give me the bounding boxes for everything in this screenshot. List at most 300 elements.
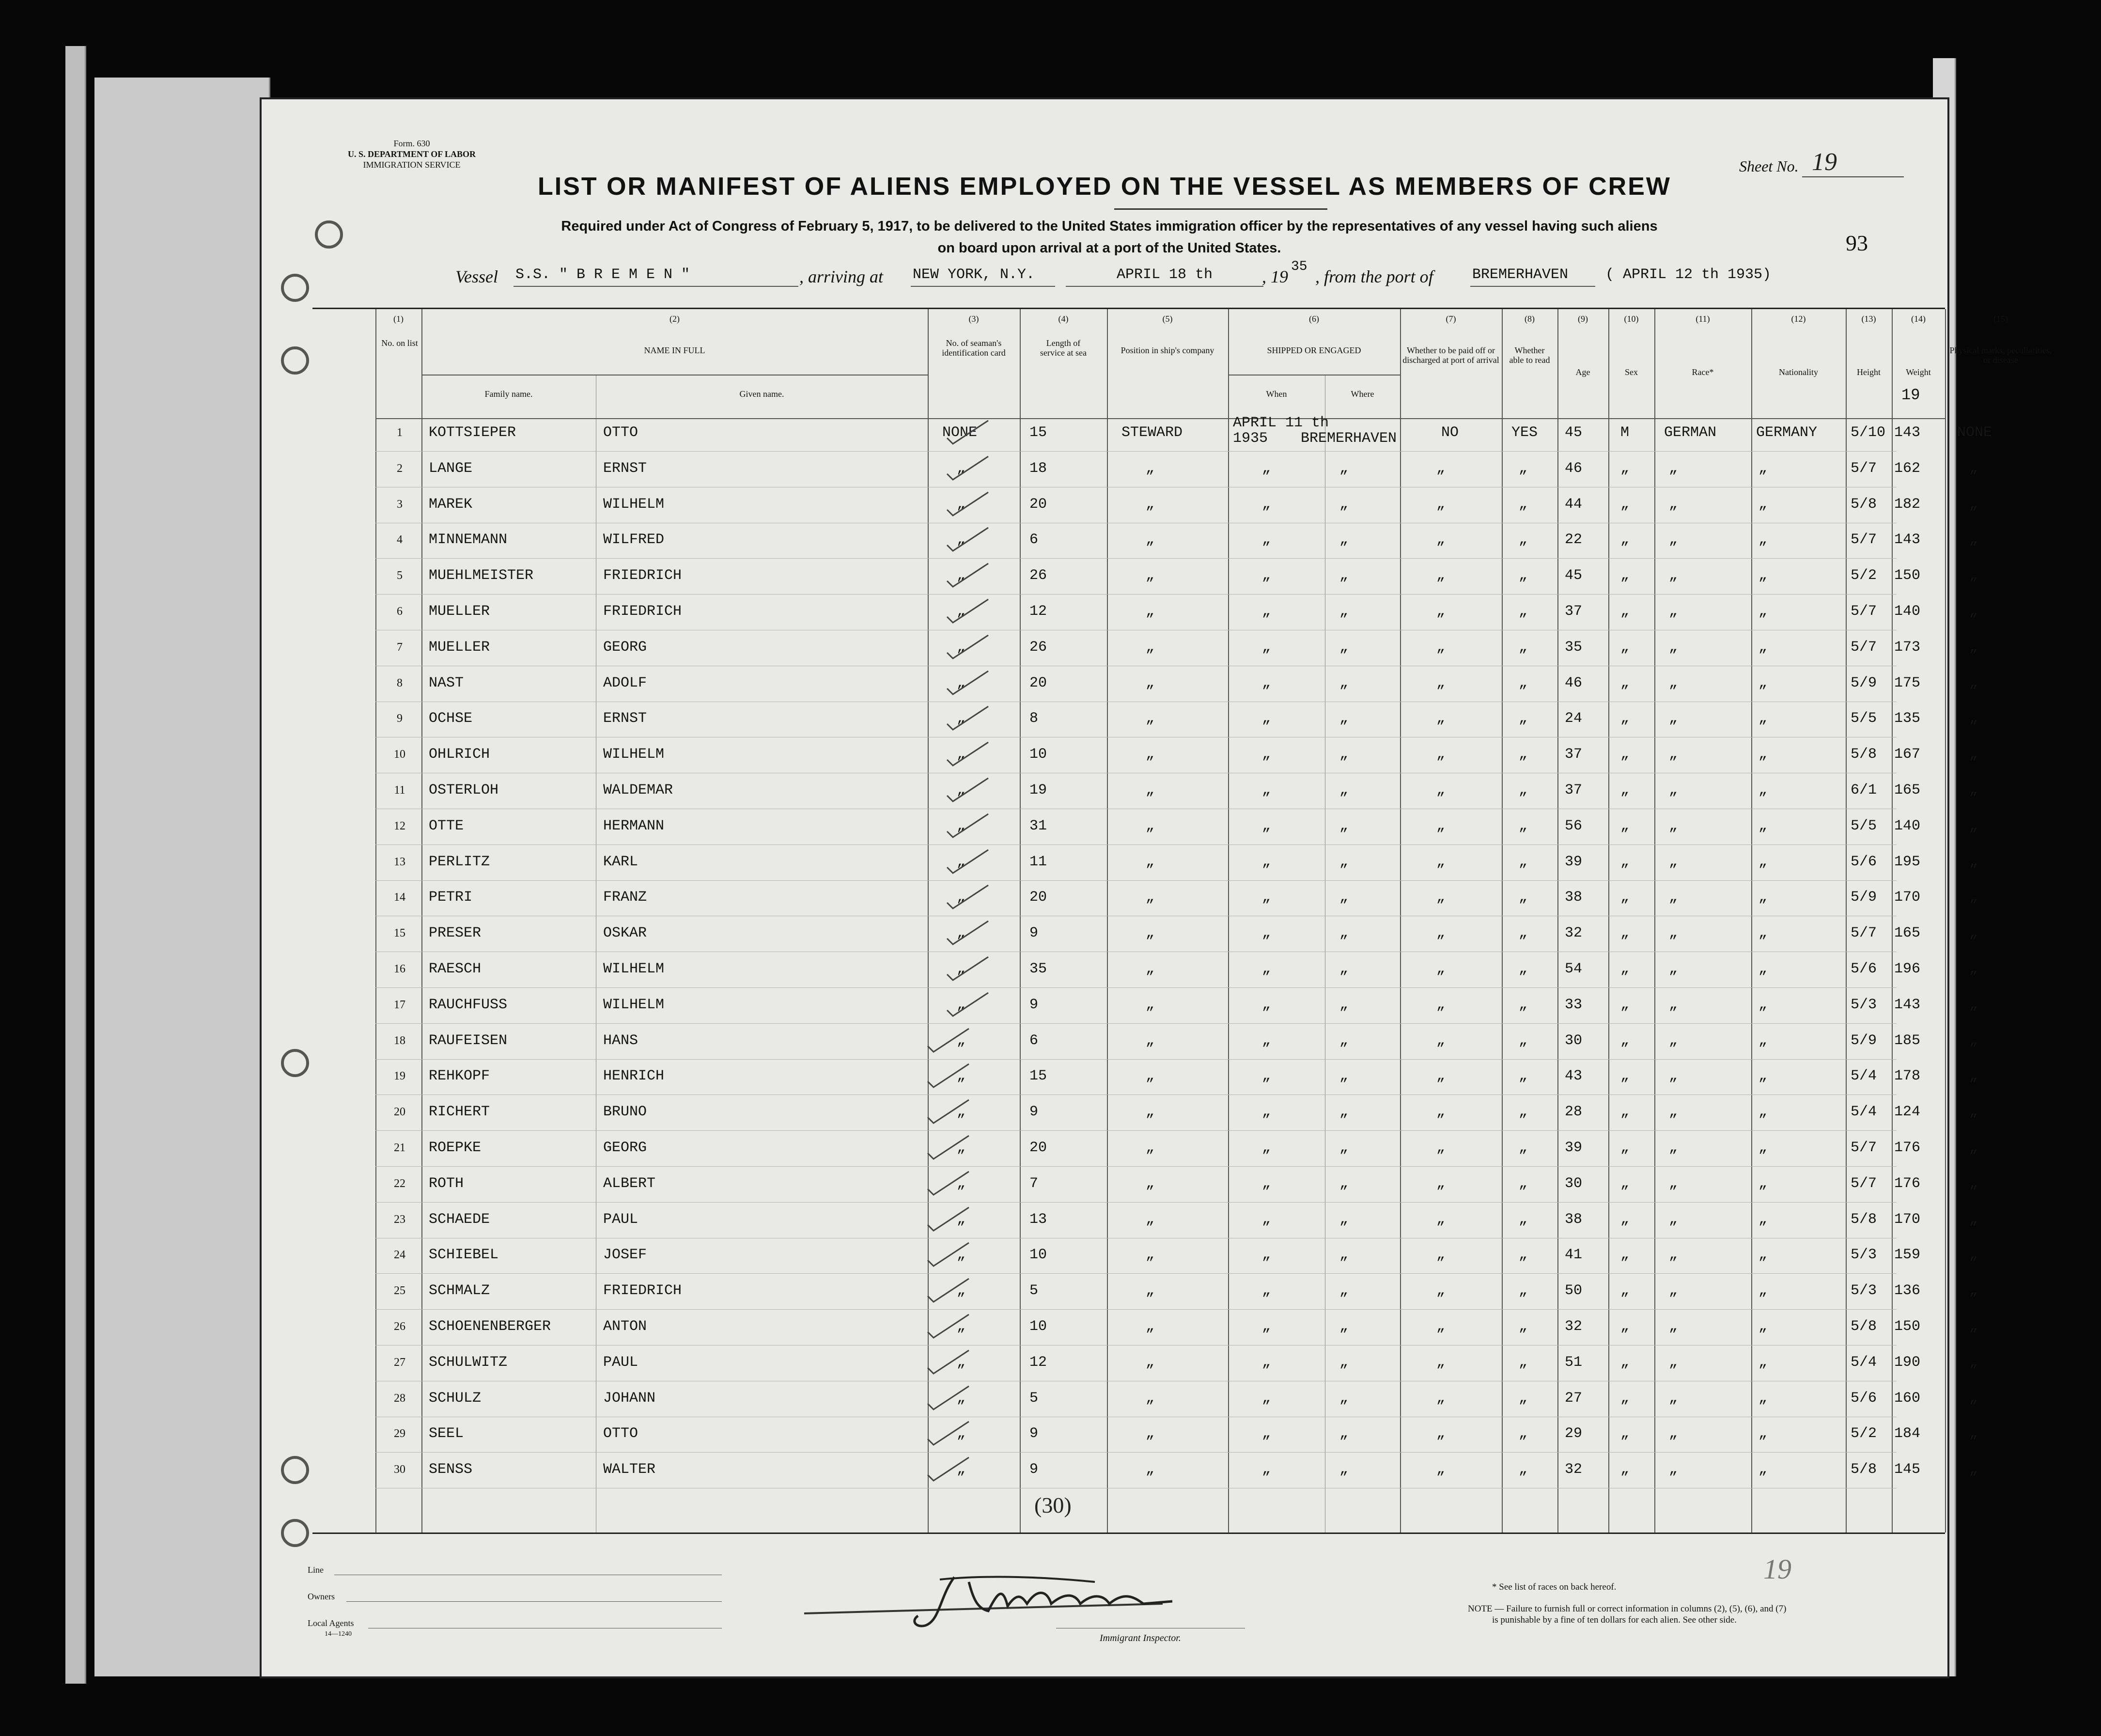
check-mark-icon [942,811,991,840]
weight-cell: 162 [1894,460,1921,477]
paid-off-cell: „ [1436,532,1446,548]
sex-cell: „ [1620,889,1630,906]
weight-cell: 185 [1894,1032,1921,1049]
weight-cell: 182 [1894,496,1921,513]
nationality-cell: „ [1759,1390,1768,1407]
where-cell: „ [1339,746,1349,763]
physical-cell: „ [1969,567,1978,584]
table-row [312,1345,1978,1381]
position-cell: „ [1146,603,1155,620]
check-mark-icon [923,1204,971,1234]
header-no-on-list: No. on list [381,338,418,348]
id-card-cell: „ [957,674,966,691]
table-row [312,1024,1978,1060]
family-name-cell: PERLITZ [429,853,490,870]
height-cell: 5/5 [1851,817,1877,834]
header-height: Height [1857,367,1881,377]
when-cell-line-2: 1935 [1233,430,1268,447]
id-card-cell: „ [957,1247,966,1264]
no-cell: 5 [397,569,403,582]
sex-cell: „ [1620,1247,1630,1264]
age-cell: 43 [1565,1068,1583,1085]
col-num-6: (6) [1309,314,1319,324]
where-cell: „ [1339,496,1349,513]
family-name-cell: MUELLER [429,603,490,620]
given-name-cell: FRANZ [603,889,647,906]
service-cell: 12 [1029,603,1047,620]
when-cell: „ [1262,746,1271,763]
when-cell: „ [1262,1032,1271,1049]
paid-off-cell: „ [1436,1211,1446,1228]
weight-cell: 143 [1894,424,1921,441]
where-cell: „ [1339,853,1349,870]
sex-cell: „ [1620,817,1630,834]
no-cell: 2 [397,462,403,475]
given-name-cell: OSKAR [603,925,647,942]
position-cell: „ [1146,782,1155,798]
age-cell: 22 [1565,532,1583,548]
family-name-cell: SENSS [429,1461,473,1478]
able-read-cell: „ [1519,1282,1528,1299]
service-cell: 6 [1029,1032,1039,1049]
sex-cell: „ [1620,1175,1630,1192]
age-cell: 46 [1565,460,1583,477]
no-cell: 7 [397,641,403,654]
height-cell: 5/9 [1851,1032,1877,1049]
weight-cell: 176 [1894,1175,1921,1192]
col-num-1: (1) [393,314,404,324]
family-name-cell: SCHIEBEL [429,1247,499,1264]
id-card-cell: „ [957,996,966,1013]
given-name-cell: KARL [603,853,638,870]
position-cell: „ [1146,496,1155,513]
age-cell: 51 [1565,1354,1583,1371]
position-cell: „ [1146,1282,1155,1299]
where-cell: „ [1339,925,1349,942]
table-row [312,1167,1978,1203]
service-cell: 9 [1029,996,1039,1013]
sex-cell: „ [1620,639,1630,656]
family-name-cell: ROEPKE [429,1140,482,1156]
weight-cell: 165 [1894,782,1921,798]
physical-cell: „ [1969,1461,1978,1478]
no-cell: 21 [394,1142,405,1154]
sex-cell: „ [1620,782,1630,798]
weight-cell: 184 [1894,1425,1921,1442]
check-mark-icon [942,739,991,768]
where-cell: „ [1339,567,1349,584]
weight-cell: 175 [1894,674,1921,691]
given-name-cell: WILFRED [603,532,665,548]
race-cell: „ [1669,1354,1678,1371]
page-stack-edge [65,46,86,1684]
binder-hole [281,1519,309,1547]
position-cell: „ [1146,1104,1155,1121]
given-name-cell: ERNST [603,710,647,727]
height-cell: 5/8 [1851,1461,1877,1478]
check-mark-icon [942,847,991,876]
when-cell: „ [1262,532,1271,548]
where-cell: „ [1339,460,1349,477]
header-length-service: Length of service at sea [1040,338,1087,358]
able-read-cell: „ [1519,853,1528,870]
where-cell: „ [1339,1282,1349,1299]
no-cell: 4 [397,533,403,547]
check-mark-icon [923,1026,971,1055]
race-cell: „ [1669,1461,1678,1478]
given-name-cell: HERMANN [603,817,665,834]
family-name-cell: LANGE [429,460,473,477]
where-cell: „ [1339,1425,1349,1442]
nationality-cell: „ [1759,889,1768,906]
inspector-label: Immigrant Inspector. [1100,1633,1181,1643]
departure-date: ( APRIL 12 th 1935) [1605,266,1772,283]
service-cell: 18 [1029,460,1047,477]
service-cell: 31 [1029,817,1047,834]
age-cell: 37 [1565,603,1583,620]
family-name-cell: RAUFEISEN [429,1032,508,1049]
race-cell: „ [1669,996,1678,1013]
when-cell: „ [1262,1068,1271,1085]
nationality-cell: „ [1759,1461,1768,1478]
when-cell: „ [1262,567,1271,584]
paid-off-cell: „ [1436,961,1446,977]
age-cell: 30 [1565,1175,1583,1192]
subtitle-line-2: on board upon arrival at a port of the United States. [937,240,1281,256]
service-cell: 13 [1029,1211,1047,1228]
subtitle-line-1: Required under Act of Congress of February 5, 1917, to be delivered to the United States immigration officer by the representatives of any vessel having such aliens [561,219,1658,234]
given-name-cell: OTTO [603,1425,638,1442]
position-cell: „ [1146,1318,1155,1335]
height-cell: 5/8 [1851,496,1877,513]
table-row [312,1203,1978,1238]
able-read-cell: „ [1519,532,1528,548]
when-cell: „ [1262,603,1271,620]
no-cell: 16 [394,963,405,975]
able-read-cell: „ [1519,603,1528,620]
races-note: * See list of races on back hereof. [1492,1582,1617,1592]
when-cell: „ [1262,853,1271,870]
table-row [312,630,1978,666]
physical-cell: NONE [1957,424,1992,441]
service-cell: 6 [1029,532,1039,548]
check-mark-icon [942,596,991,626]
weight-cell: 178 [1894,1068,1921,1085]
when-cell: „ [1262,1211,1271,1228]
given-name-cell: OTTO [603,424,638,441]
when-cell: „ [1262,817,1271,834]
nationality-cell: „ [1759,961,1768,977]
check-mark-icon [942,418,991,447]
no-cell: 1 [397,426,403,439]
table-row [312,916,1978,952]
paid-off-cell: „ [1436,1068,1446,1085]
able-read-cell: YES [1511,424,1538,441]
sex-cell: „ [1620,1211,1630,1228]
where-cell: „ [1339,817,1349,834]
service-cell: 20 [1029,496,1047,513]
race-cell: „ [1669,1032,1678,1049]
race-cell: „ [1669,1318,1678,1335]
table-row [312,415,1992,452]
able-read-cell: „ [1519,460,1528,477]
where-cell: „ [1339,639,1349,656]
able-read-cell: „ [1519,746,1528,763]
physical-cell: „ [1969,889,1978,906]
given-name-cell: WILHELM [603,961,665,977]
family-name-cell: RICHERT [429,1104,490,1121]
weight-cell: 150 [1894,1318,1921,1335]
family-name-cell: ROTH [429,1175,464,1192]
year-suffix: 35 [1291,259,1307,274]
paid-off-cell: „ [1436,1104,1446,1121]
nationality-cell: „ [1759,1282,1768,1299]
check-mark-icon [923,1454,971,1484]
position-cell: „ [1146,567,1155,584]
sex-cell: „ [1620,1390,1630,1407]
sex-cell: „ [1620,1282,1630,1299]
col-num-4: (4) [1058,314,1069,324]
family-name-cell: SCHULWITZ [429,1354,508,1371]
position-cell: „ [1146,853,1155,870]
sex-cell: „ [1620,1104,1630,1121]
age-cell: 46 [1565,674,1583,691]
where-cell: „ [1339,1175,1349,1192]
year-prefix: , 19 [1262,267,1288,286]
header-family-name: Family name. [484,389,533,399]
race-cell: „ [1669,460,1678,477]
col-num-7: (7) [1446,314,1456,324]
given-name-cell: ANTON [603,1318,647,1335]
check-mark-icon [942,489,991,518]
given-name-cell: JOHANN [603,1390,656,1407]
when-cell: „ [1262,889,1271,906]
position-cell: „ [1146,532,1155,548]
check-mark-icon [942,990,991,1019]
position-cell: „ [1146,746,1155,763]
race-cell: „ [1669,746,1678,763]
no-cell: 6 [397,605,403,618]
weight-cell: 136 [1894,1282,1921,1299]
physical-cell: „ [1969,1390,1978,1407]
side-number: 19 [1901,386,1920,404]
position-cell: „ [1146,1068,1155,1085]
position-cell: „ [1146,1211,1155,1228]
table-row [312,1059,1978,1095]
id-card-cell: „ [957,961,966,977]
service-cell: 20 [1029,1140,1047,1156]
family-name-cell: REHKOPF [429,1068,490,1085]
id-card-cell: „ [957,532,966,548]
paid-off-cell: „ [1436,889,1446,906]
no-cell: 18 [394,1034,405,1047]
col-num-14: (14) [1911,314,1926,324]
header-weight: Weight [1906,367,1931,377]
given-name-cell: ERNST [603,460,647,477]
position-cell: „ [1146,639,1155,656]
given-name-cell: GEORG [603,1140,647,1156]
no-cell: 26 [394,1320,405,1333]
nationality-cell: „ [1759,460,1768,477]
no-cell: 23 [394,1213,405,1226]
table-row [312,487,1978,523]
service-cell: 15 [1029,424,1047,441]
family-name-cell: OHLRICH [429,746,490,763]
weight-cell: 195 [1894,853,1921,870]
no-cell: 11 [394,784,405,797]
no-cell: 10 [394,748,405,761]
when-cell: „ [1262,674,1271,691]
physical-cell: „ [1969,1032,1978,1049]
position-cell: „ [1146,1175,1155,1192]
vessel-label: Vessel [455,267,498,286]
id-card-cell: „ [957,746,966,763]
id-card-cell: „ [957,1354,966,1371]
physical-cell: „ [1969,1068,1978,1085]
physical-cell: „ [1969,961,1978,977]
service-cell: 5 [1029,1390,1039,1407]
header-given-name: Given name. [739,389,784,399]
paid-off-cell: „ [1436,674,1446,691]
given-name-cell: HANS [603,1032,638,1049]
service-cell: 26 [1029,639,1047,656]
able-read-cell: „ [1519,567,1528,584]
when-cell: „ [1262,782,1271,798]
age-cell: 54 [1565,961,1583,977]
family-name-cell: MINNEMANN [429,532,508,548]
height-cell: 6/1 [1851,782,1877,798]
no-cell: 28 [394,1392,405,1405]
id-card-cell: „ [957,1282,966,1299]
position-cell: „ [1146,925,1155,942]
service-cell: 20 [1029,674,1047,691]
physical-cell: „ [1969,460,1978,477]
id-card-cell: „ [957,1211,966,1228]
paid-off-cell: „ [1436,746,1446,763]
position-cell: „ [1146,1425,1155,1442]
id-card-cell: „ [957,603,966,620]
physical-cell: „ [1969,1211,1978,1228]
position-cell: „ [1146,674,1155,691]
height-cell: 5/4 [1851,1104,1877,1121]
height-cell: 5/3 [1851,996,1877,1013]
age-cell: 32 [1565,1461,1583,1478]
paid-off-cell: NO [1441,424,1459,441]
id-card-cell: NONE [942,424,978,441]
given-name-cell: FRIEDRICH [603,603,682,620]
family-name-cell: OCHSE [429,710,473,727]
family-name-cell: KOTTSIEPER [429,424,516,441]
paid-off-cell: „ [1436,1175,1446,1192]
id-card-cell: „ [957,567,966,584]
able-read-cell: „ [1519,817,1528,834]
header-race: Race* [1692,367,1714,377]
weight-cell: 150 [1894,567,1921,584]
check-mark-icon [942,918,991,947]
col-num-11: (11) [1696,314,1710,324]
physical-cell: „ [1969,996,1978,1013]
able-read-cell: „ [1519,1068,1528,1085]
able-read-cell: „ [1519,1247,1528,1264]
position-cell: „ [1146,817,1155,834]
service-cell: 35 [1029,961,1047,977]
nationality-cell: „ [1759,532,1768,548]
age-cell: 28 [1565,1104,1583,1121]
race-cell: „ [1669,1282,1678,1299]
where-cell: BREMERHAVEN [1301,430,1397,447]
nationality-cell: „ [1759,1247,1768,1264]
race-cell: „ [1669,1175,1678,1192]
table-row [312,702,1978,737]
id-card-cell: „ [957,853,966,870]
given-name-cell: WALDEMAR [603,782,673,798]
paid-off-cell: „ [1436,817,1446,834]
race-cell: „ [1669,496,1678,513]
id-card-cell: „ [957,1104,966,1121]
no-cell: 29 [394,1427,405,1440]
nationality-cell: „ [1759,1104,1768,1121]
race-cell: „ [1669,603,1678,620]
id-card-cell: „ [957,889,966,906]
no-cell: 19 [394,1070,405,1083]
where-cell: „ [1339,1140,1349,1156]
footer-owners-rule [346,1601,722,1602]
when-cell: „ [1262,1461,1271,1478]
race-cell: „ [1669,1068,1678,1085]
race-cell: „ [1669,1390,1678,1407]
paid-off-cell: „ [1436,1461,1446,1478]
when-cell: „ [1262,1140,1271,1156]
sex-cell: „ [1620,1318,1630,1335]
sex-cell: „ [1620,996,1630,1013]
title-rule [1114,208,1327,210]
when-cell: „ [1262,1175,1271,1192]
family-name-cell: MAREK [429,496,473,513]
weight-cell: 140 [1894,817,1921,834]
position-cell: „ [1146,961,1155,977]
physical-cell: „ [1969,674,1978,691]
where-cell: „ [1339,889,1349,906]
height-cell: 5/3 [1851,1282,1877,1299]
age-cell: 24 [1565,710,1583,727]
table-row [312,1310,1978,1345]
physical-cell: „ [1969,1247,1978,1264]
able-read-cell: „ [1519,1461,1528,1478]
nationality-cell: „ [1759,1425,1768,1442]
where-cell: „ [1339,996,1349,1013]
table-row [312,952,1978,988]
col-num-8: (8) [1525,314,1535,324]
paid-off-cell: „ [1436,853,1446,870]
form-number: Form. 630 [393,139,430,148]
header-id-card: No. of seaman's identification card [942,338,1006,358]
when-cell: „ [1262,1318,1271,1335]
table-row [312,1095,1978,1131]
nationality-cell: „ [1759,1032,1768,1049]
paid-off-cell: „ [1436,496,1446,513]
col-num-13: (13) [1861,314,1876,324]
page-subtitle [455,216,1763,259]
col-num-10: (10) [1624,314,1639,324]
table-row [312,988,1978,1024]
weight-cell: 176 [1894,1140,1921,1156]
paid-off-cell: „ [1436,710,1446,727]
given-name-cell: HENRICH [603,1068,665,1085]
able-read-cell: „ [1519,674,1528,691]
table-row [312,452,1978,487]
header-when: When [1266,389,1287,399]
arrival-date: APRIL 18 th [1066,266,1263,287]
